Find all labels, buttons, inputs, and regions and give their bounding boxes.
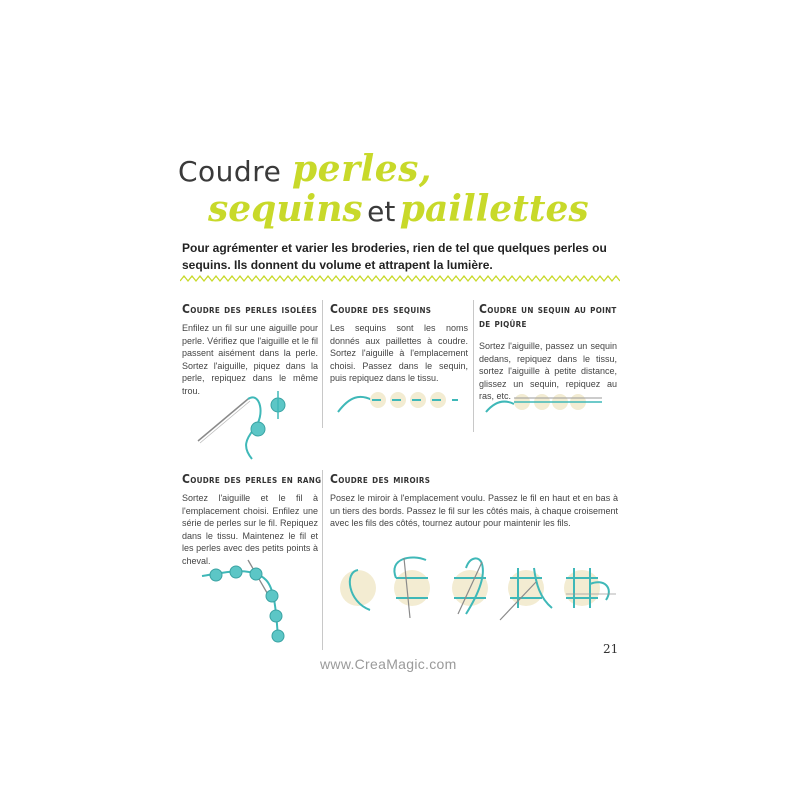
section-title-sequins: Coudre des sequins <box>330 302 432 316</box>
page-title-line-2 <box>208 188 589 230</box>
section-text-perles-isolees: Enfilez un fil sur une aiguille pour perle. Vérifiez que l'aiguille et le fil passent aisément dans la perle. Sortez l'aiguille, piquez dans la perle, repiquez dans le même trou. <box>182 323 318 396</box>
title-word-coudre: Coudre <box>178 155 282 188</box>
illustration-miroirs <box>336 548 618 632</box>
section-title-perles-en-rang: Coudre des perles en rang <box>182 472 322 486</box>
column-divider-1 <box>322 300 323 428</box>
title-word-sequins: sequins <box>208 188 363 230</box>
mirror-step-1 <box>340 570 376 610</box>
section-text-sequins: Les sequins sont les noms donnés aux paillettes à coudre. Sortez l'aiguille à l'emplacement choisi. Passez dans le sequin, puis repiquez dans le tissu. <box>330 323 468 383</box>
illustration-sequin-point-piqure <box>484 386 610 420</box>
mirror-step-5 <box>564 568 616 608</box>
column-divider-2 <box>473 300 474 432</box>
column-divider-3 <box>322 470 323 650</box>
illustration-perles-isolees <box>190 385 300 465</box>
mirror-step-2 <box>394 557 430 618</box>
title-word-perles: perles, <box>292 148 432 190</box>
mirror-step-3 <box>452 558 488 614</box>
section-text-miroirs: Posez le miroir à l'emplacement voulu. Passez le fil en haut et en bas à un tiers des bords. Passez le fil sur les côtés mais, à chaque croisement avec les fils des côtés, tournez autour pour maintenir les fils. <box>330 493 618 528</box>
title-word-paillettes: paillettes <box>399 188 589 230</box>
watermark: www.CreaMagic.com <box>320 656 457 672</box>
zigzag-divider <box>180 274 620 284</box>
intro-paragraph: Pour agrémenter et varier les broderies, rien de tel que quelques perles ou sequins. Ils donnent du volume et attrapent la lumière. <box>182 241 607 272</box>
section-title-miroirs: Coudre des miroirs <box>330 472 431 486</box>
illustration-sequins <box>336 386 466 420</box>
title-word-et: et <box>367 195 396 228</box>
page-title-line-1 <box>178 148 432 190</box>
section-text-perles-en-rang: Sortez l'aiguille et le fil à l'emplacement choisi. Enfilez une série de perles sur le fil. Repiquez dans le tissu. Maintenez le fil et les perles avec des petits points à cheval. <box>182 493 318 566</box>
section-text-sequin-point-piqure: Sortez l'aiguille, passez un sequin dedans, repiquez dans le tissu, sortez l'aiguille à petite distance, glissez un sequin, repiquez au ras, etc. <box>479 341 617 401</box>
illustration-perles-en-rang <box>196 558 296 650</box>
section-title-perles-isolees: Coudre des perles isolées <box>182 302 318 316</box>
page-number: 21 <box>603 642 619 656</box>
mirror-step-4 <box>500 568 552 620</box>
section-title-sequin-point-piqure: Coudre un sequin au point de piqûre <box>479 302 617 330</box>
